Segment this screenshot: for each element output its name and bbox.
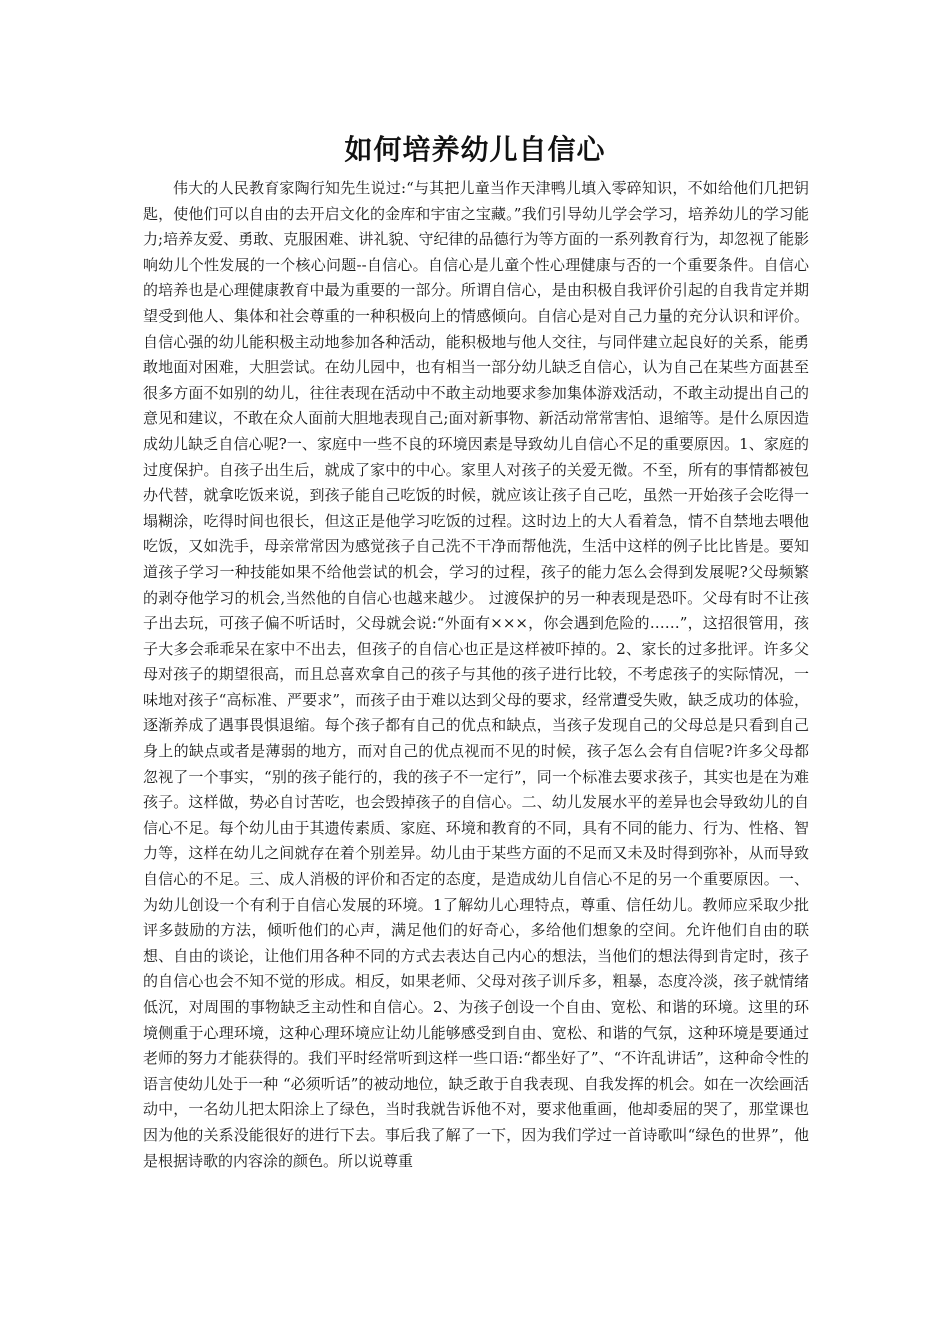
document-title: 如何培养幼儿自信心 (344, 133, 606, 166)
document-body-paragraph: 伟大的人民教育家陶行知先生说过:“与其把儿童当作天津鸭儿填入零碎知识，不如给他们几把钥匙，使他们可以自由的去开启文化的金库和宇宙之宝藏。”我们引导幼儿学会学习，培养幼儿的学习能力;培养友爱、勇敢、克服困难、讲礼貌、守纪律的品德行为等方面的一系列教育行为，却忽视了能影响幼儿个性发展的一个核心问题--自信心。自信心是儿童个性心理健康与否的一个重要条件。自信心的培养也是心理健康教育中最为重要的一部分。所谓自信心，是由积极自我评价引起的自我肯定并期望受到他人、集体和社会尊重的一种积极向上的情感倾向。自信心是对自己力量的充分认识和评价。自信心强的幼儿能积极主动地参加各种活动，能积极地与他人交往，与同伴建立起良好的关系，能勇敢地面对困难，大胆尝试。在幼儿园中，也有相当一部分幼儿缺乏自信心，认为自己在某些方面甚至很多方面不如别的幼儿，往往表现在活动中不敢主动地要求参加集体游戏活动，不敢主动提出自己的意见和建议，不敢在众人面前大胆地表现自己;面对新事物、新活动常常害怕、退缩等。是什么原因造成幼儿缺乏自信心呢?一、家庭中一些不良的环境因素是导致幼儿自信心不足的重要原因。1、家庭的过度保护。自孩子出生后，就成了家中的中心。家里人对孩子的关爱无微。不至，所有的事情都被包办代替，就拿吃饭来说，到孩子能自己吃饭的时候，就应该让孩子自己吃，虽然一开始孩子会吃得一塌糊涂，吃得时间也很长，但这正是他学习吃饭的过程。这时边上的大人看着急，情不自禁地去喂他吃饭，又如洗手，母亲常常因为感觉孩子自己洗不干净而帮他洗，生活中这样的例子比比皆是。要知道孩子学习一种技能如果不给他尝试的机会，学习的过程，孩子的能力怎么会得到发展呢?父母频繁的剥夺他学习的机会,当然他的自信心也越来越少。 过渡保护的另一种表现是恐吓。父母有时不让孩子出去玩，可孩子偏不听话时，父母就会说:“外面有×××，你会遇到危险的……”，这招很管用，孩子大多会乖乖呆在家中不出去，但孩子的自信心也正是这样被吓掉的。2、家长的过多批评。许多父母对孩子的期望很高，而且总喜欢拿自己的孩子与其他的孩子进行比较，不考虑孩子的实际情况，一味地对孩子“高标准、严要求”，而孩子由于难以达到父母的要求，经常遭受失败，缺乏成功的体验，逐渐养成了遇事畏惧退缩。每个孩子都有自己的优点和缺点，当孩子发现自己的父母总是只看到自己身上的缺点或者是薄弱的地方，而对自己的优点视而不见的时候，孩子怎么会有自信呢?许多父母都忽视了一个事实，“别的孩子能行的，我的孩子不一定行”，同一个标准去要求孩子，其实也是在为难孩子。这样做，势必自讨苦吃，也会毁掉孩子的自信心。二、幼儿发展水平的差异也会导致幼儿的自信心不足。每个幼儿由于其遗传素质、家庭、环境和教育的不同，具有不同的能力、行为、性格、智力等，这样在幼儿之间就存在着个别差异。幼儿由于某些方面的不足而又未及时得到弥补，从而导致自信心的不足。三、成人消极的评价和否定的态度，是造成幼儿自信心不足的另一个重要原因。一、为幼儿创设一个有利于自信心发展的环境。1了解幼儿心理特点，尊重、信任幼儿。教师应采取少批评多鼓励的方法，倾听他们的心声，满足他们的好奇心，多给他们想象的空间。允许他们自由的联想、自由的谈论，让他们用各种不同的方式去表达自己内心的想法，当他们的想法得到肯定时，孩子的自信心也会不知不觉的形成。相反，如果老师、父母对孩子训斥多，粗暴，态度冷淡，孩子就情绪低沉，对周围的事物缺乏主动性和自信心。2、为孩子创设一个自由、宽松、和谐的环境。这里的环境侧重于心理环境，这种心理环境应让幼儿能够感受到自由、宽松、和谐的气氛，这种环境是要通过老师的努力才能获得的。我们平时经常听到这样一些口语:“都坐好了”、“不许乱讲话”，这种命令性的语言使幼儿处于一种 “必须听话”的被动地位，缺乏敢于自我表现、自我发挥的机会。如在一次绘画活动中，一名幼儿把太阳涂上了绿色，当时我就告诉他不对，要求他重画，他却委屈的哭了，那堂课也因为他的关系没能很好的进行下去。事后我了解了一下，因为我们学过一首诗歌叫“绿色的世界”，他是根据诗歌的内容涂的颜色。所以说尊重 (143, 179, 809, 1170)
